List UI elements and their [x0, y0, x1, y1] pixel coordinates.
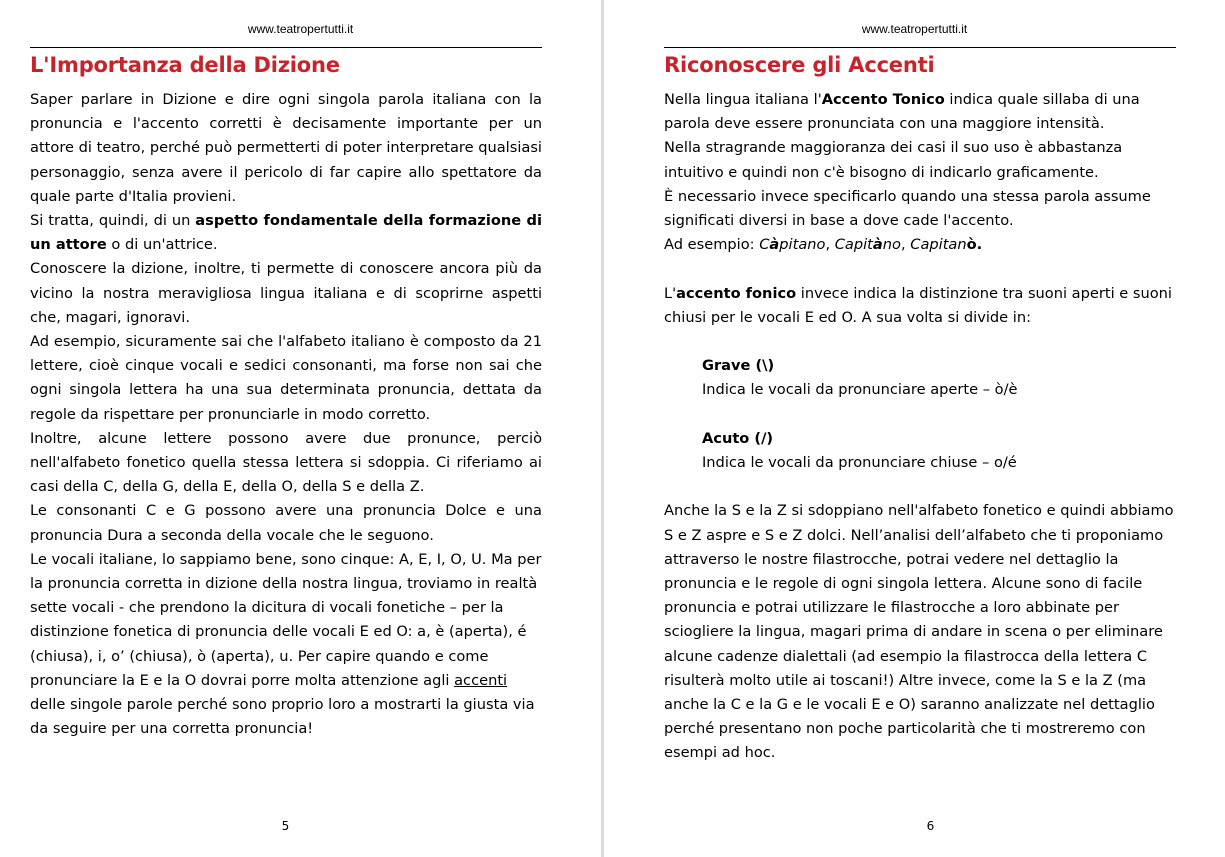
- paragraph: [664, 88, 1174, 136]
- separator: ,: [900, 236, 911, 254]
- grave-heading: Grave (\): [702, 357, 775, 375]
- text-span: L': [664, 284, 677, 302]
- example-word: Capitàno: [834, 236, 901, 254]
- spacer: [664, 475, 1174, 499]
- page-number: 5: [281, 819, 290, 833]
- paragraph: È necessario invece specificarlo quando una stessa parola assume significati diversi in base a dove cade l'accento.: [664, 187, 1151, 230]
- spacer: [664, 403, 1174, 427]
- grave-description: Indica le vocali da pronunciare aperte – ò/è: [702, 381, 1018, 399]
- example-word: Càpitano: [759, 236, 826, 254]
- text-span: indica quale sillaba di una parola deve essere pronunciata con una maggiore intensità.: [664, 91, 1140, 133]
- paragraph: Inoltre, alcune lettere possono avere due pronunce, perciò nell'alfabeto fonetico quella stessa lettera si sdoppia. Ci riferiamo ai casi della C, della G, della E, della O, della S e della Z.: [30, 429, 542, 496]
- example-word: Capitanò.: [910, 236, 983, 254]
- header-rule: [664, 47, 1176, 48]
- text-span: invece indica la distinzione tra suoni aperti e suoni chiusi per le vocali E ed O. A sua volta si divide in:: [664, 284, 1172, 326]
- paragraph: Nella stragrande maggioranza dei casi il suo uso è abbastanza intuitivo e quindi non c'è bisogno di indicarlo graficamente.: [664, 139, 1123, 181]
- header-url: www.teatropertutti.it: [247, 22, 354, 36]
- paragraph: Ad esempio, sicuramente sai che l'alfabeto italiano è composto da 21 lettere, cioè cinque vocali e sedici consonanti, ma forse non sai che ogni singola lettera ha una sua determinata pronuncia, dettata da regole da rispettare per pronunciarle in modo corretto.: [30, 333, 542, 423]
- page-number: 6: [926, 819, 935, 833]
- paragraph: Saper parlare in Dizione e dire ogni singola parola italiana con la pronuncia e l'accento corretti è decisamente importante per un attore di teatro, perché può permetterti di poter interpretare qualsiasi personaggio, senza avere il pericolo di far capire allo spettatore da quale parte d'Italia provieni.: [30, 91, 542, 205]
- accenti-link[interactable]: accenti: [454, 671, 508, 689]
- text-span: delle singole parole perché sono proprio loro a mostrarti la giusta via da seguire per una corretta pronuncia!: [30, 696, 535, 738]
- header-url: www.teatropertutti.it: [861, 22, 968, 36]
- text-span: Nella lingua italiana l': [664, 91, 822, 108]
- text-span: Ad esempio:: [664, 236, 760, 254]
- paragraph: [30, 548, 542, 742]
- page-title: Riconoscere gli Accenti: [664, 53, 935, 77]
- bold-text: accento fonico: [676, 284, 797, 302]
- bold-text: aspetto fondamentale della formazione di un attore: [30, 212, 543, 254]
- left-page: [0, 0, 601, 857]
- right-page: [604, 0, 1225, 857]
- acuto-description: Indica le vocali da pronunciare chiuse – o/é: [702, 454, 1017, 471]
- bold-text: Accento Tonico: [821, 91, 945, 108]
- paragraph: [664, 282, 1174, 330]
- paragraph: Anche la S e la Z si sdoppiano nell'alfabeto fonetico e quindi abbiamo S e Z aspre e S e Z dolci. Nell’analisi dell’alfabeto che ti proponiamo attraverso le nostre filastrocche, potrai vedere nel dettaglio la pronuncia e le regole di ogni singola lettera. Alcune sono di facile pronuncia e potrai utilizzare le filastrocche a loro abbinate per sciogliere la lingua, magari prima di andare in scena o per eliminare alcune cadenze dialettali (ad esempio la filastrocca della lettera C risulterà molto utile ai toscani!) Altre invece, come la S e la Z (ma anche la C e la G e le vocali E e O) saranno analizzate nel dettaglio perché presentano non poche particolarità che ti mostreremo con esempi ad hoc.: [664, 502, 1174, 762]
- body-text: [30, 88, 542, 741]
- separator: ,: [825, 236, 835, 254]
- header-rule: [30, 47, 542, 48]
- paragraph: Conoscere la dizione, inoltre, ti permette di conoscere ancora più da vicino la nostra meravigliosa lingua italiana e di scoprirne aspetti che, magari, ignoravi.: [30, 260, 542, 326]
- paragraph: Le consonanti C e G possono avere una pronuncia Dolce e una pronuncia Dura a seconda della vocale che le seguono.: [30, 502, 542, 544]
- spacer: [664, 330, 1174, 354]
- text-span: Le vocali italiane, lo sappiamo bene, sono cinque: A, E, I, O, U. Ma per la pronuncia corretta in dizione della nostra lingua, troviamo in realtà sette vocali - che prendono la dicitura di vocali fonetiche – per la distinzione fonetica di pronuncia delle vocali E ed O: a, è (aperta), é (chiusa), i, o’ (chiusa), ò (aperta), u. Per capire quando e come pronunciare la E e la O dovrai porre molta attenzione agli: [30, 550, 542, 689]
- spacer: [664, 257, 1174, 281]
- paragraph: [664, 233, 1174, 257]
- text-span: Si tratta, quindi, di un: [30, 212, 196, 230]
- body-text: [664, 88, 1174, 766]
- acuto-heading: Acuto (/): [702, 429, 774, 447]
- paragraph: [30, 209, 542, 257]
- page-title: L'Importanza della Dizione: [30, 53, 340, 77]
- text-span: o di un'attrice.: [106, 236, 218, 254]
